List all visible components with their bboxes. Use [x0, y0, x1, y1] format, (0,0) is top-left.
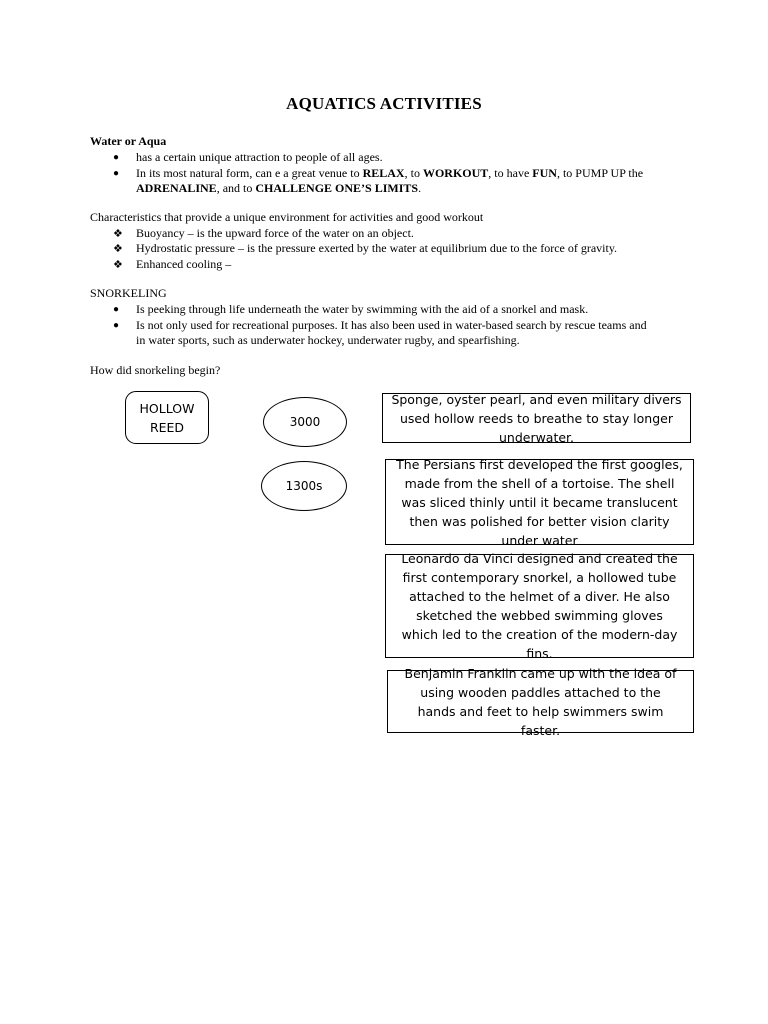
water-bullet-2-line2: ADRENALINE, and to CHALLENGE ONE’S LIMITS. [136, 181, 422, 195]
characteristic-item: Buoyancy – is the upward force of the water on an object. [136, 226, 414, 240]
persians-goggles-box: The Persians first developed the first googles, made from the shell of a tortoise. The shell was sliced thinly until it became translucent then was polished for better vision clarity under water [385, 459, 694, 545]
water-bullet-1: has a certain unique attraction to people of all ages. [136, 150, 383, 164]
question-text: How did snorkeling begin? [90, 363, 221, 377]
hollow-reed-description-box: Sponge, oyster pearl, and even military divers used hollow reeds to breathe to stay longer underwater. [382, 393, 691, 443]
snorkeling-heading: SNORKELING [90, 286, 167, 300]
page-title: AQUATICS ACTIVITIES [286, 94, 482, 113]
snorkeling-bullet-2-line2: in water sports, such as underwater hockey, underwater rugby, and spearfishing. [136, 333, 520, 347]
diamond-bullet-icon: ❖ [113, 227, 123, 240]
snorkeling-bullet-2-line1: Is not only used for recreational purposes. It has also been used in water-based search by rescue teams and [136, 318, 647, 332]
snorkeling-bullet-1: Is peeking through life underneath the water by swimming with the aid of a snorkel and mask. [136, 302, 589, 316]
bullet-dot: ● [113, 152, 120, 163]
water-bullet-2-line1: In its most natural form, can e a great venue to RELAX, to WORKOUT, to have FUN, to PUMP UP the [136, 166, 644, 180]
da-vinci-snorkel-box: Leonardo da Vinci designed and created the first contemporary snorkel, a hollowed tube attached to the helmet of a diver. He also sketched the webbed swimming gloves which led to the creation of the modern-day fins. [385, 554, 694, 658]
characteristic-item: Enhanced cooling – [136, 257, 232, 271]
year-3000-oval: 3000 [263, 397, 347, 447]
year-1300s-oval: 1300s [261, 461, 347, 511]
diamond-bullet-icon: ❖ [113, 258, 123, 271]
bullet-dot: ● [113, 168, 120, 179]
characteristic-item: Hydrostatic pressure – is the pressure exerted by the water at equilibrium due to the force of gravity. [136, 241, 618, 255]
franklin-paddles-box: Benjamin Franklin came up with the idea of using wooden paddles attached to the hands and feet to help swimmers swim faster. [387, 670, 694, 733]
characteristics-intro: Characteristics that provide a unique environment for activities and good workout [90, 210, 484, 224]
bullet-dot: ● [113, 304, 120, 315]
diamond-bullet-icon: ❖ [113, 242, 123, 255]
water-heading: Water or Aqua [90, 134, 167, 148]
hollow-reed-box: HOLLOW REED [125, 391, 209, 444]
bullet-dot: ● [113, 320, 120, 331]
